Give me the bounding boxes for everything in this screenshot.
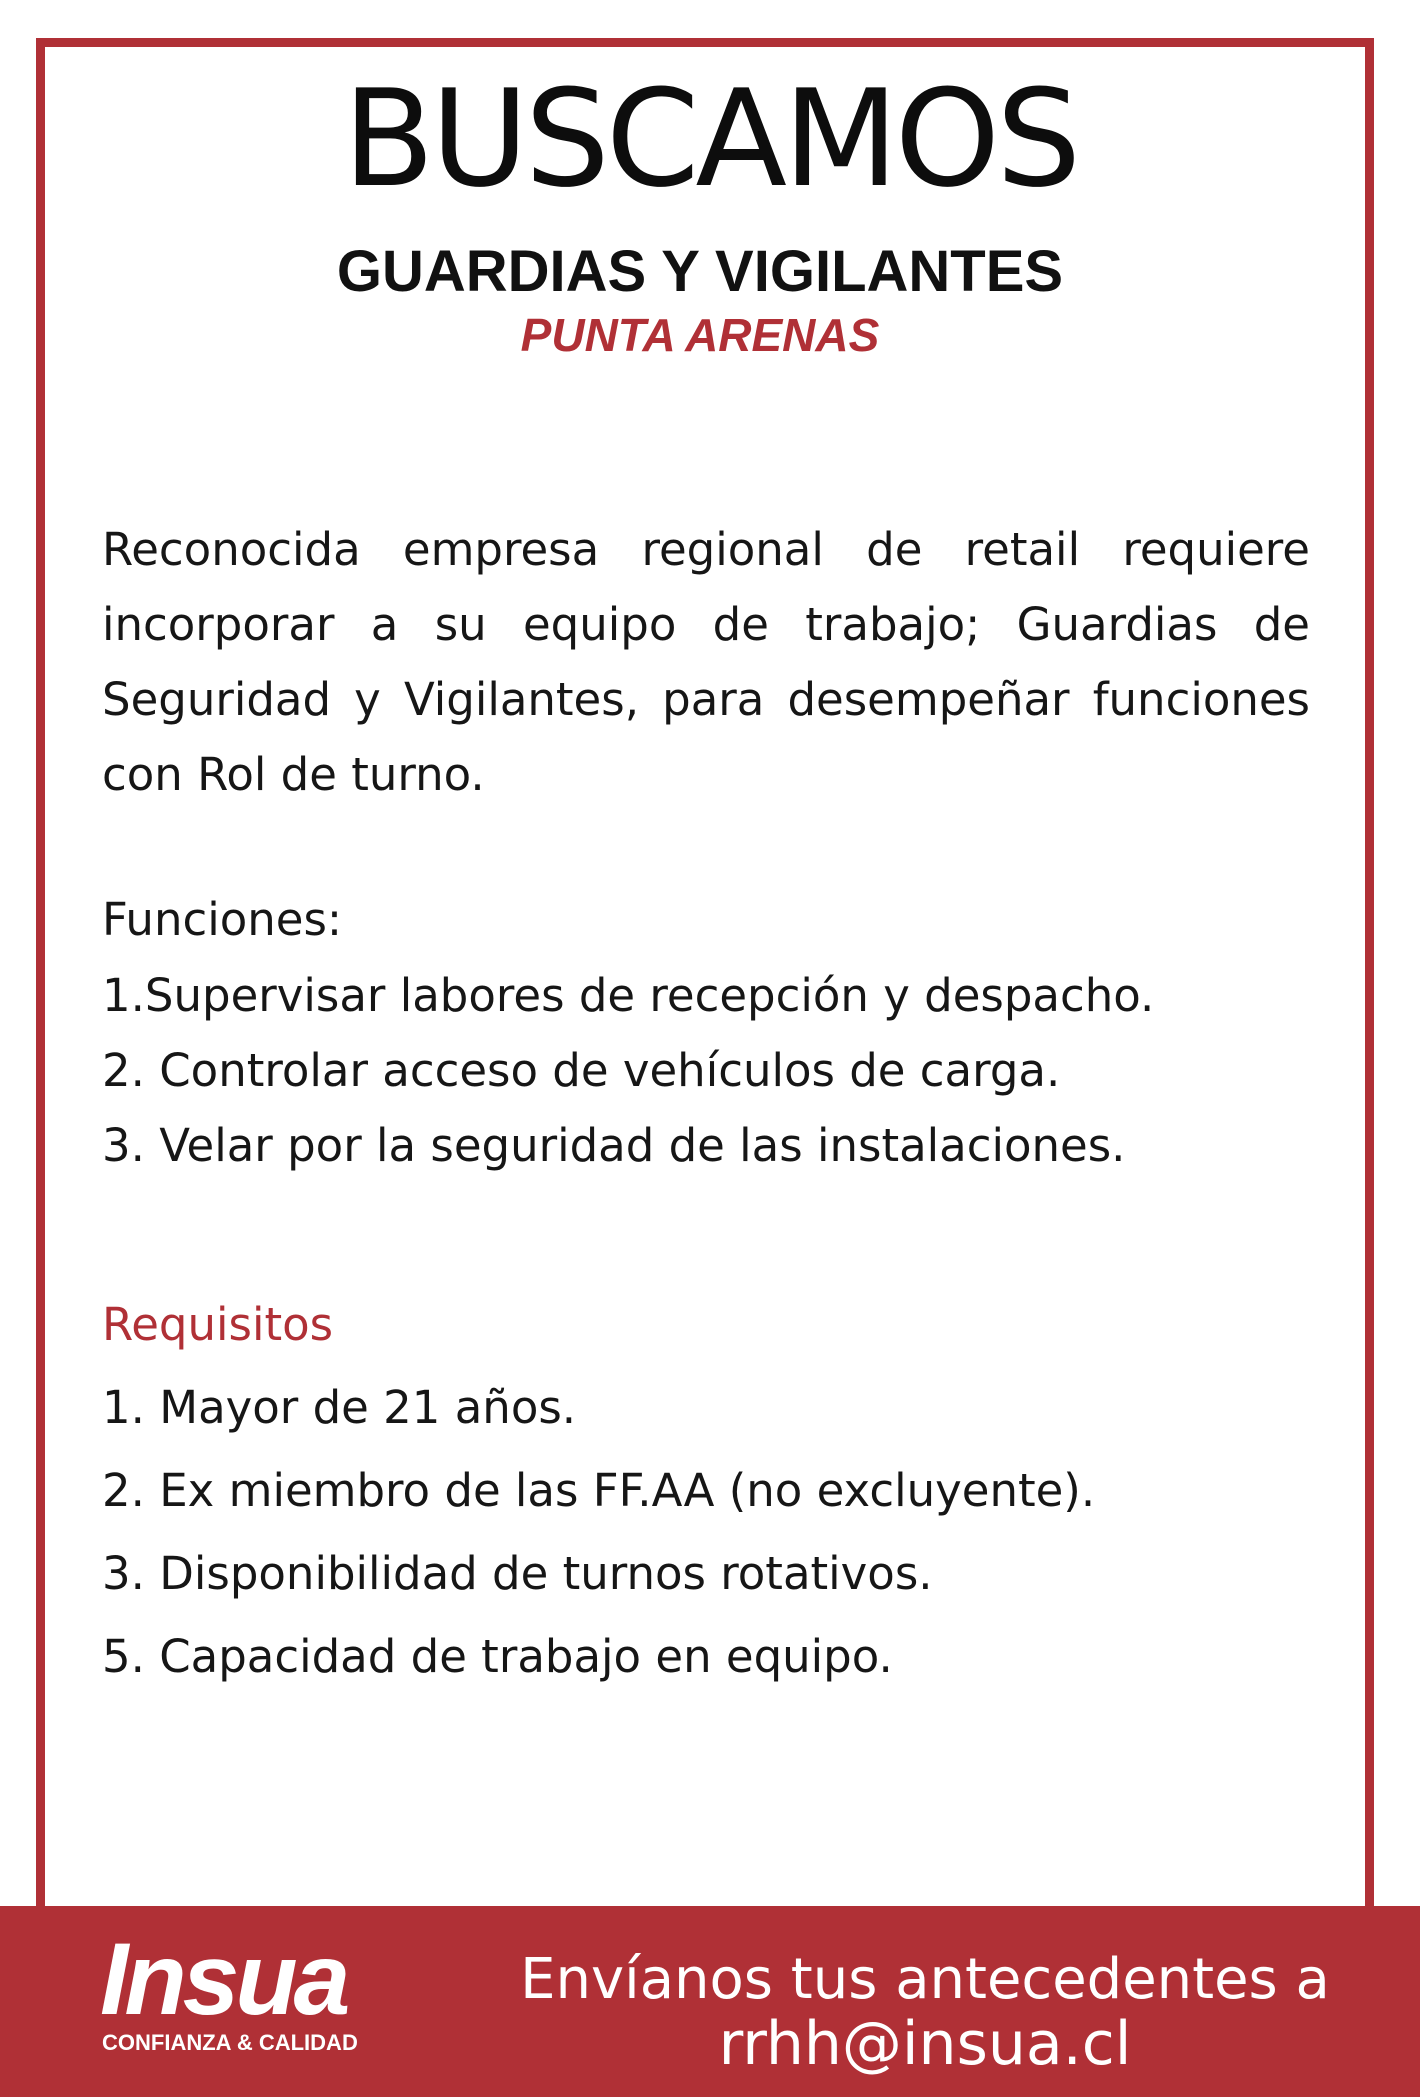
list-item: 1. Mayor de 21 años. bbox=[102, 1381, 577, 1434]
list-item: 3. Disponibilidad de turnos rotativos. bbox=[102, 1547, 933, 1600]
insua-logo: Insua bbox=[100, 1922, 347, 2036]
funciones-heading: Funciones: bbox=[102, 893, 343, 946]
logo-tagline: CONFIANZA & CALIDAD bbox=[102, 2030, 358, 2055]
requisitos-heading: Requisitos bbox=[102, 1298, 334, 1351]
list-item: 3. Velar por la seguridad de las instalaciones. bbox=[102, 1119, 1126, 1172]
list-item: 2. Controlar acceso de vehículos de carga. bbox=[102, 1044, 1061, 1097]
contact-email: rrhh@insua.cl bbox=[718, 2009, 1132, 2079]
page-title: BUSCAMOS bbox=[342, 61, 1078, 217]
list-item: 1.Supervisar labores de recepción y despacho. bbox=[102, 969, 1155, 1022]
job-location: PUNTA ARENAS bbox=[520, 309, 880, 361]
cta-text: Envíanos tus antecedentes a bbox=[520, 1947, 1330, 2012]
requisitos-list bbox=[102, 1366, 1095, 1698]
list-item: 5. Capacidad de trabajo en equipo. bbox=[102, 1630, 893, 1683]
funciones-list bbox=[102, 958, 1154, 1183]
list-item: 2. Ex miembro de las FF.AA (no excluyente). bbox=[102, 1464, 1096, 1517]
footer-banner bbox=[0, 1906, 1420, 2097]
job-title: GUARDIAS Y VIGILANTES bbox=[336, 239, 1064, 304]
intro-paragraph: Reconocida empresa regional de retail requiere incorporar a su equipo de trabajo; Guardias de Seguridad y Vigilantes, para desempeñar funciones con Rol de turno. bbox=[102, 523, 1310, 801]
